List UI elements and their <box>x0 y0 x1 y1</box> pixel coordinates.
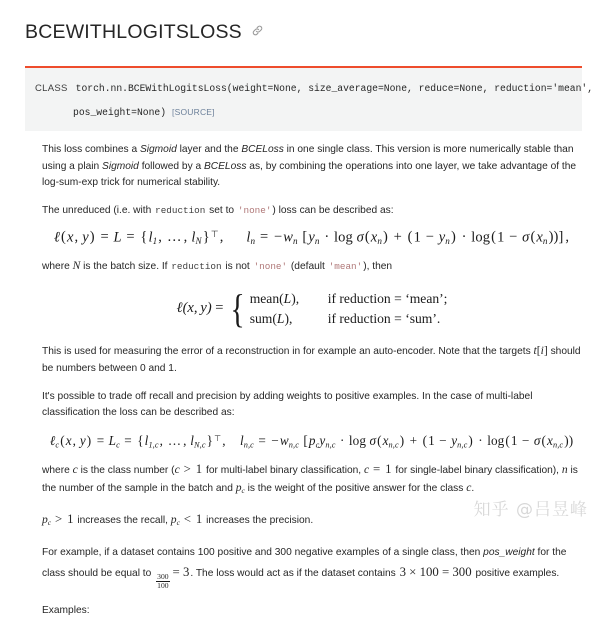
p1-sigmoid-2: Sigmoid <box>102 160 139 172</box>
p6-symbol-c-2: c <box>466 481 472 495</box>
page-header <box>0 0 600 58</box>
case-row-sum <box>250 309 448 329</box>
p2-text-b: set to <box>206 204 237 216</box>
case-row-mean <box>250 289 448 309</box>
paragraph-batch-size <box>42 257 582 276</box>
watermark: 知乎 @吕昱峰 <box>473 500 588 520</box>
class-keyword: CLASS <box>35 82 68 94</box>
formula-1-content: ℓ(x, $y) = L = \{l_1$, … , $l_N\}^⊤$, $l_n = -w_n$ $[y_n \cdot \log \sigma(x_n) + (1 - y_n) \cdot \log(1 - \sigma(x_n))]$ , <box>53 228 570 246</box>
signature-path: torch.nn.BCEWithLogitsLoss( <box>75 82 233 94</box>
inline-code-reduction-2: reduction <box>171 261 222 273</box>
case-sum-condition: if reduction = ‘sum’. <box>327 310 441 326</box>
paragraph-recall-precision: It's possible to trade off recall and precision by adding weights to positive examples. In the case of multi-label classification the loss can be described as: <box>42 390 533 419</box>
p6-symbol-pc: $p_c$ <box>235 481 245 496</box>
p2-text-a: The unreduced (i.e. with <box>42 204 155 216</box>
p6-c-equals-1: c = 1 <box>363 461 392 476</box>
signature-line-1 <box>35 75 594 100</box>
p1-text-b: layer and the <box>176 144 242 156</box>
formula-unreduced-loss <box>42 228 582 246</box>
case-sum-value: sum(L), <box>249 310 293 326</box>
formula-2-lhs: ℓ(x, y) = <box>176 300 224 317</box>
cases-brace: { <box>230 286 246 332</box>
signature-params-1: weight=None, size_average=None, reduce=None, reduction='mean', <box>232 82 594 94</box>
p6-text-d: for single-label binary classification), <box>392 464 562 476</box>
formula-3-content: ℓ$_c$(x, $y) = L_c = \{l_{1,c}$, … , $l_{N,c}\}^⊤$, $l_{n,c} = -w_{n,c}$ [$p_cy_{n,c} \cdot \log \sigma(x_{n,c}) + (1 - y_{n,c}) \cdot \log(1 - \sigma(x_{n,c}))$ <box>49 432 574 449</box>
p3-text-b: is the batch size. If <box>80 261 171 273</box>
page-title: BCEWITHLOGITSLOSS <box>25 21 242 44</box>
p6-symbol-c: c <box>72 462 78 476</box>
inline-code-none: 'none' <box>237 204 272 216</box>
p1-text-d: followed by a <box>138 160 204 172</box>
p1-sigmoid: Sigmoid <box>139 144 177 156</box>
p4-text-b: should be numbers between 0 and 1. <box>42 346 581 375</box>
source-link[interactable]: [SOURCE] <box>172 107 215 118</box>
fraction-300-over-100 <box>154 573 171 590</box>
paragraph-autoencoder <box>42 342 582 377</box>
p8-text-d: positive examples. <box>472 567 560 579</box>
p6-text-b: is the class number ( <box>77 464 175 476</box>
signature-close-paren: ) <box>160 107 167 119</box>
p8-equals-three: = 3 <box>172 564 190 579</box>
paragraph-intro <box>42 142 582 192</box>
p6-text-c: for multi-label binary classification, <box>203 464 364 476</box>
p4-target-symbol: t[i] <box>533 344 548 358</box>
p3-text-c: is not <box>222 261 253 273</box>
p7-pc-greater: $p_c > 1$ <box>42 512 74 528</box>
p7-text-b: increases the recall, <box>74 515 171 527</box>
p1-bceloss: BCELoss <box>241 144 284 156</box>
p6-symbol-n: n <box>561 462 568 476</box>
p8-text-b: for the class should be equal to <box>42 547 567 579</box>
p3-text-e: ), then <box>363 261 393 273</box>
paragraph-posweight-example <box>42 545 582 590</box>
inline-code-mean: 'mean' <box>328 261 363 273</box>
formula-2-content <box>176 286 448 332</box>
signature-params-2: pos_weight=None <box>73 107 161 119</box>
p3-text-d: (default <box>288 261 328 273</box>
p6-text-a: where <box>42 464 73 476</box>
p8-posweight: pos_weight <box>483 547 535 559</box>
p3-text-a: where <box>42 261 73 273</box>
p1-text-a: This loss combines a <box>42 144 140 156</box>
case-mean-value: mean(L), <box>249 290 300 306</box>
p3-symbol-N: N <box>72 259 81 273</box>
p8-text-a: For example, if a dataset contains 100 positive and 300 negative examples of a single class, then <box>42 547 484 559</box>
inline-code-reduction: reduction <box>155 204 206 216</box>
p7-pc-less: $p_c < 1$ <box>170 512 203 528</box>
p4-text-a: This is used for measuring the error of a reconstruction in for example an auto-encoder. Note that the targets <box>42 346 534 358</box>
p6-text-f: is the weight of the positive answer for the class <box>244 483 467 495</box>
document-body <box>0 142 600 620</box>
class-signature-box <box>25 66 594 132</box>
paragraph-examples-label: Examples: <box>42 605 90 617</box>
paragraph-class-number <box>42 459 582 499</box>
p7-text-d: increases the precision. <box>203 515 314 527</box>
p8-calculation: 3 × 100 = 300 <box>399 564 472 579</box>
paragraph-unreduced <box>42 203 582 220</box>
link-icon[interactable] <box>251 24 264 37</box>
p6-text-e: is the number of the sample in the batch and <box>42 464 578 495</box>
fraction-denominator: 100 <box>157 580 169 590</box>
p1-text-c: in one single class. This version is more numerically stable than using a plain <box>42 144 574 172</box>
p1-text-e: as, by combining the operations into one layer, we take advantage of the log-sum-exp trick for numerical stability. <box>42 160 577 189</box>
formula-reduction-cases <box>42 286 582 332</box>
p6-text-g: . <box>471 483 475 495</box>
signature-indent <box>35 99 215 124</box>
formula-multilabel-loss <box>42 432 582 450</box>
inline-code-none-2: 'none' <box>253 261 288 273</box>
p8-text-c: . The loss would act as if the dataset contains <box>190 567 399 579</box>
fraction-numerator: 300 <box>157 571 169 581</box>
cases-rows <box>250 289 448 328</box>
p2-text-c: ) loss can be described as: <box>272 204 394 216</box>
signature-line-2 <box>35 99 572 124</box>
p1-bceloss-2: BCELoss <box>203 160 247 172</box>
case-mean-condition: if reduction = ‘mean’; <box>327 290 448 306</box>
p6-c-greater-1: c > 1 <box>174 461 203 476</box>
